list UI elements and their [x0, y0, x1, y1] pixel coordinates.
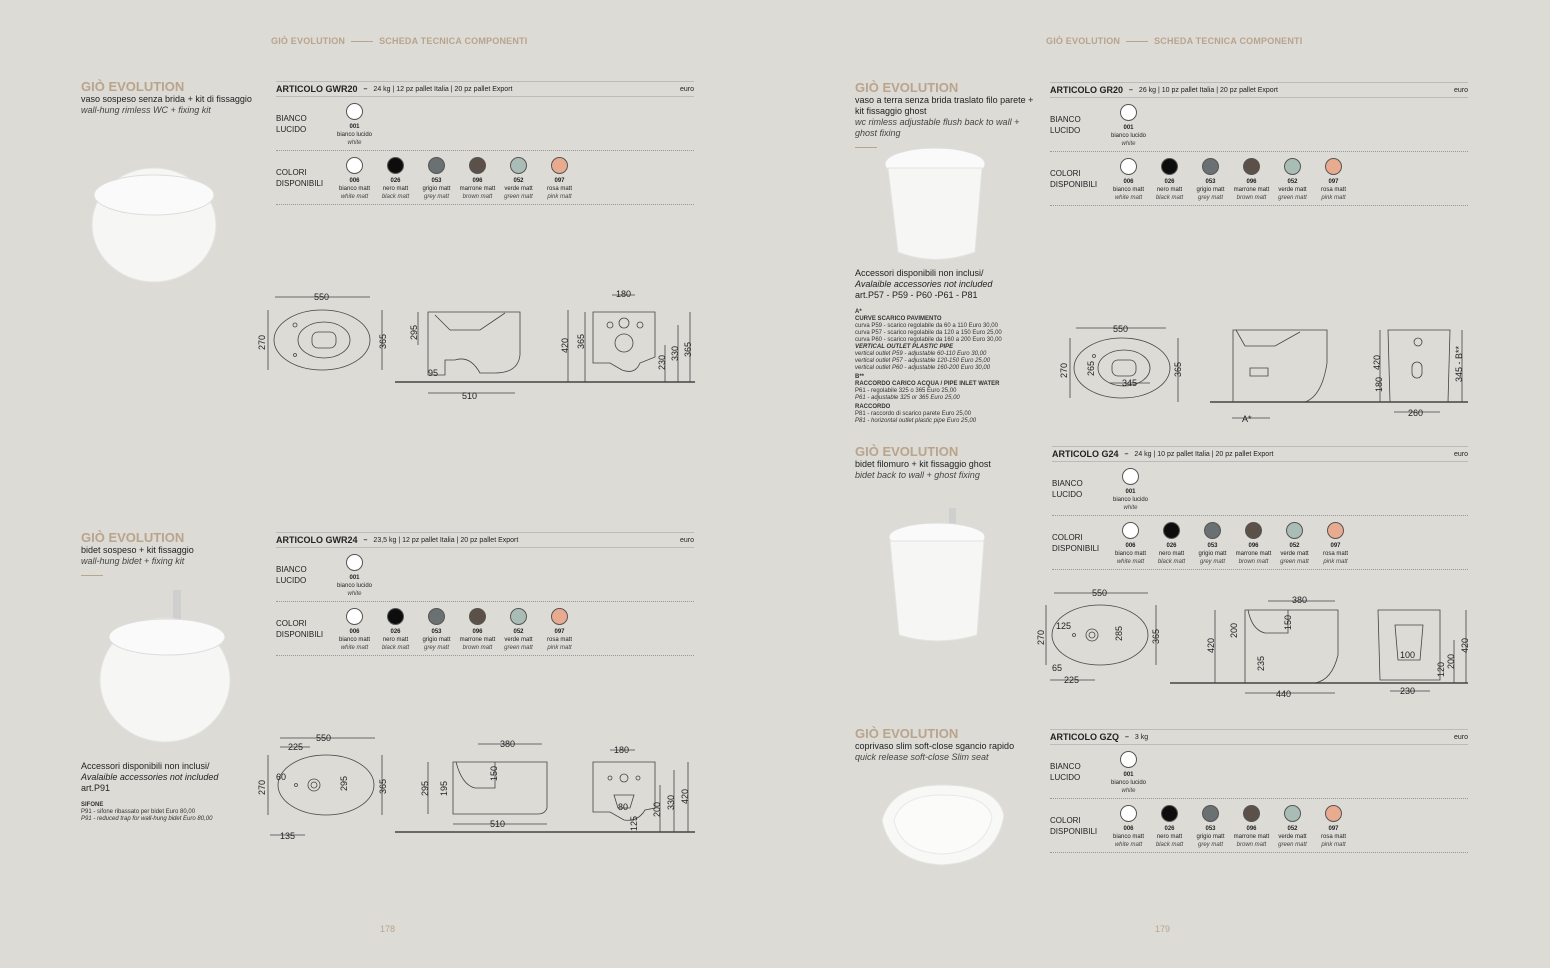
article-code: ARTICOLO G24 [1052, 449, 1119, 459]
svg-text:420: 420 [680, 788, 690, 804]
svg-text:125: 125 [629, 815, 639, 831]
white-row [276, 97, 694, 147]
swatch-096: 096 marrone matt brown matt [457, 157, 498, 201]
product-desc-it: vaso sospeso senza brida + kit di fissaggio [81, 94, 252, 104]
svg-text:550: 550 [1113, 324, 1129, 334]
swatch-006: 006 bianco matt white matt [1110, 522, 1151, 566]
bianco-label: BIANCO LUCIDO [276, 114, 307, 134]
product-block-gwr20 [81, 79, 271, 116]
svg-text:295: 295 [339, 775, 349, 791]
swatch-052: 052 verde matt green matt [1274, 522, 1315, 566]
svg-text:100: 100 [1400, 650, 1416, 660]
svg-text:180: 180 [616, 289, 632, 299]
product-title: GIÒ EVOLUTION [855, 80, 959, 95]
swatch-053: 053 grigio matt grey matt [416, 157, 457, 201]
swatch-026: 026 nero matt black matt [375, 608, 416, 652]
technical-drawing-gr20 [1040, 318, 1470, 430]
swatch-026: 026 nero matt black matt [1149, 805, 1190, 849]
product-desc-it: coprivaso slim soft-close sgancio rapido [855, 741, 1015, 751]
svg-text:65: 65 [1052, 663, 1063, 673]
euro-label: euro [679, 85, 694, 93]
svg-text:380: 380 [1292, 595, 1308, 605]
svg-text:270: 270 [1059, 362, 1069, 378]
svg-text:150: 150 [1283, 614, 1293, 630]
swatch-097: 097 rosa matt pink matt [1315, 522, 1356, 566]
page-number-right: 179 [1155, 924, 1171, 934]
svg-text:365: 365 [683, 341, 693, 357]
svg-text:330: 330 [670, 345, 680, 361]
svg-text:225: 225 [1064, 675, 1080, 685]
product-block-g24 [855, 444, 1035, 481]
svg-text:235: 235 [1256, 655, 1266, 671]
svg-text:295: 295 [420, 780, 430, 796]
svg-text:95: 95 [428, 368, 439, 378]
accessories-articles: art.P91 [81, 783, 111, 793]
accessories-title-en: Avalaible accessories not included [855, 279, 993, 289]
svg-text:265: 265 [1086, 360, 1096, 376]
pallet-info: 23,5 kg | 12 pz pallet Italia | 20 pz pallet Export [373, 536, 519, 544]
article-table-g24: ARTICOLO G24 – 24 kg | 10 pz pallet Italia | 20 pz pallet Export euro BIANCO LUCIDO 001 bianco lucido white COLORI DISPONIBILI 006 bianco matt white matt 026 nero matt black matt 053 grigio matt grey matt 096 marrone matt brown matt 052 verde matt green matt 097 rosa matt pink matt [1052, 446, 1468, 570]
product-desc-en: wall-hung rimless WC + fixing kit [81, 105, 211, 115]
pallet-info: 24 kg | 10 pz pallet Italia | 20 pz pallet Export [1134, 450, 1274, 458]
swatch-097: 097 rosa matt pink matt [1313, 158, 1354, 202]
technical-drawing-gwr24 [250, 730, 700, 845]
product-title: GIÒ EVOLUTION [81, 79, 185, 94]
product-desc-en: wall-hung bidet + fixing kit [81, 556, 185, 566]
svg-text:510: 510 [462, 391, 478, 401]
pallet-info: 24 kg | 12 pz pallet Italia | 20 pz pallet Export [373, 85, 513, 93]
svg-text:440: 440 [1276, 689, 1292, 699]
dash: – [363, 85, 368, 93]
dash: – [363, 536, 368, 544]
swatch-053: 053 grigio matt grey matt [1190, 805, 1231, 849]
euro-label: euro [1453, 733, 1468, 741]
article-header [276, 532, 694, 548]
running-header-left [271, 36, 527, 46]
svg-text:60: 60 [276, 772, 287, 782]
pallet-info: 26 kg | 10 pz pallet Italia | 20 pz pallet Export [1138, 86, 1278, 94]
floor-bidet-product-image [885, 505, 990, 650]
swatch-096: 096 marrone matt brown matt [1231, 158, 1272, 202]
swatch-052: 052 verde matt green matt [498, 157, 539, 201]
svg-text:420: 420 [1372, 354, 1382, 370]
svg-text:550: 550 [316, 733, 332, 743]
svg-text:230: 230 [1400, 686, 1416, 696]
accessories-title-it: Accessori disponibili non inclusi/ [855, 268, 984, 278]
euro-label: euro [679, 536, 694, 544]
colors-row [276, 151, 694, 201]
swatch-052: 052 verde matt green matt [1272, 158, 1313, 202]
accessories-gr20: Accessori disponibili non inclusi/ Avalaible accessories not included art.P57 - P59 - P60 -P61 - P81 A* CURVE SCARICO PAVIMENTO curva P59 - scarico regolabile da 60 a 110 Euro 30,00 curva P57 - scarico regolabile da 120 a 150 Euro 25,00 curva P60 - scarico regolabile da 160 a 200 Euro 30,00 VERTICAL OUTLET PLASTIC PIPE vertical outlet P59 - adjustable 60-110 Euro 30,00 vertical outlet P57 - adjustable 120-150 Euro 25,00 vertical outlet P60 - adjustable 160-200 Euro 30,00 B** RACCORDO CARICO ACQUA / PIPE INLET WATER P61 - regolabile 325 o 365 Euro 25,00 P61 - adjustable 325 or 365 Euro 25,00 RACCORDO P81 - raccordo di scarico parete Euro 25,00 P81 - horizontal outlet plastic pipe Euro 25,00 [855, 268, 1002, 424]
svg-text:365: 365 [1151, 628, 1161, 644]
svg-text:420: 420 [1206, 637, 1216, 653]
product-block-gzq [855, 726, 1035, 763]
dash: – [1129, 86, 1133, 94]
product-desc-en: wc rimless adjustable flush back to wall + ghost fixing [855, 117, 1020, 138]
svg-text:150: 150 [489, 765, 499, 781]
swatch-001: 001 bianco lucido white [334, 103, 375, 147]
svg-text:295: 295 [409, 324, 419, 340]
swatch-001: 001 bianco lucido white [1108, 104, 1149, 148]
svg-text:365: 365 [378, 778, 388, 794]
swatch-096: 096 marrone matt brown matt [1233, 522, 1274, 566]
article-header [276, 81, 694, 97]
technical-drawing-gwr20 [250, 285, 700, 405]
pallet-info: 3 kg [1134, 733, 1149, 741]
running-header-right [1046, 36, 1302, 46]
swatch-006: 006 bianco matt white matt [1108, 805, 1149, 849]
svg-text:260: 260 [1408, 408, 1424, 418]
article-code: ARTICOLO GZQ [1050, 732, 1119, 742]
swatch-097: 097 rosa matt pink matt [539, 608, 580, 652]
colori-label: COLORI DISPONIBILI [276, 168, 324, 188]
running-brand: GIÒ EVOLUTION [1046, 36, 1121, 46]
swatch-001: 001 bianco lucido white [1108, 751, 1149, 795]
article-table-gzq: ARTICOLO GZQ – 3 kg euro BIANCO LUCIDO 001 bianco lucido white COLORI DISPONIBILI 006 bianco matt white matt 026 nero matt black matt 053 grigio matt grey matt 096 marrone matt brown matt 052 verde matt green matt 097 rosa matt pink matt [1050, 729, 1468, 853]
swatch-026: 026 nero matt black matt [1151, 522, 1192, 566]
product-desc-it: bidet filomuro + kit fissaggio ghost [855, 459, 991, 469]
dash: – [1125, 733, 1129, 741]
swatch-006: 006 bianco matt white matt [334, 608, 375, 652]
svg-text:510: 510 [490, 819, 506, 829]
white-row: BIANCO LUCIDO 001 bianco lucido white [276, 548, 694, 598]
article-code: ARTICOLO GWR24 [276, 535, 358, 545]
svg-text:270: 270 [257, 779, 267, 795]
floor-wc-product-image [880, 142, 990, 267]
swatch-053: 053 grigio matt grey matt [1192, 522, 1233, 566]
technical-drawing-g24 [1030, 585, 1470, 703]
svg-text:180: 180 [1374, 376, 1384, 392]
swatch-096: 096 marrone matt brown matt [1231, 805, 1272, 849]
swatch-097: 097 rosa matt pink matt [1313, 805, 1354, 849]
svg-text:285: 285 [1114, 625, 1124, 641]
svg-text:550: 550 [314, 292, 330, 302]
swatch-053: 053 grigio matt grey matt [1190, 158, 1231, 202]
product-block-gwr24 [81, 530, 271, 576]
article-table-gwr24 [276, 532, 694, 656]
product-desc-it: bidet sospeso + kit fissaggio [81, 545, 194, 555]
product-desc-en: bidet back to wall + ghost fixing [855, 470, 980, 480]
product-desc-it: vaso a terra senza brida traslato filo parete + kit fissaggio ghost [855, 95, 1034, 116]
svg-text:120: 120 [1436, 661, 1446, 677]
svg-text:270: 270 [257, 334, 267, 350]
svg-text:80: 80 [618, 802, 629, 812]
swatch-053: 053 grigio matt grey matt [416, 608, 457, 652]
running-section: SCHEDA TECNICA COMPONENTI [1154, 36, 1303, 46]
running-brand: GIÒ EVOLUTION [271, 36, 346, 46]
svg-text:380: 380 [500, 739, 516, 749]
article-code: ARTICOLO GR20 [1050, 85, 1124, 95]
wc-product-image [88, 155, 223, 290]
accessories-title-en: Avalaible accessories not included [81, 772, 219, 782]
colors-row: COLORI DISPONIBILI 006 bianco matt white matt 026 nero matt black matt 053 grigio matt grey matt 096 marrone matt brown matt 052 verde matt green matt 097 rosa matt pink matt [276, 602, 694, 652]
swatch-001: 001 bianco lucido white [1110, 468, 1151, 512]
page-number-left: 178 [380, 924, 396, 934]
product-desc-en: quick release soft-close Slim seat [855, 752, 989, 762]
svg-text:420: 420 [560, 337, 570, 353]
svg-text:180: 180 [614, 745, 630, 755]
svg-text:195: 195 [439, 780, 449, 796]
euro-label: euro [1453, 450, 1468, 458]
article-code: ARTICOLO GWR20 [276, 84, 358, 94]
bidet-product-image [95, 585, 235, 750]
swatch-052: 052 verde matt green matt [1272, 805, 1313, 849]
svg-text:200: 200 [1446, 653, 1456, 669]
svg-text:135: 135 [280, 831, 296, 841]
swatch-097: 097 rosa matt pink matt [539, 157, 580, 201]
svg-text:270: 270 [1036, 629, 1046, 645]
svg-text:345: 345 [1122, 378, 1138, 388]
svg-text:200: 200 [652, 801, 662, 817]
swatch-052: 052 verde matt green matt [498, 608, 539, 652]
accessories-gwr24: Accessori disponibili non inclusi/ Avalaible accessories not included art.P91 SIFONE P91 - sifone ribassato per bidet Euro 80,00 P91 - reduced trap for wall-hung bidet Euro 80,00 [81, 761, 219, 822]
seat-product-image [872, 780, 1012, 870]
euro-label: euro [1453, 86, 1468, 94]
svg-text:420: 420 [1460, 637, 1470, 653]
product-title: GIÒ EVOLUTION [855, 726, 959, 741]
svg-text:365: 365 [576, 333, 586, 349]
svg-text:345 - B**: 345 - B** [1454, 345, 1464, 382]
product-title: GIÒ EVOLUTION [81, 530, 185, 545]
swatch-006: 006 bianco matt white matt [334, 157, 375, 201]
svg-text:550: 550 [1092, 588, 1108, 598]
swatch-001: 001 bianco lucido white [334, 554, 375, 598]
accessories-articles: art.P57 - P59 - P60 -P61 - P81 [855, 290, 978, 300]
running-section: SCHEDA TECNICA COMPONENTI [379, 36, 528, 46]
swatch-026: 026 nero matt black matt [375, 157, 416, 201]
article-table-gr20: ARTICOLO GR20 – 26 kg | 10 pz pallet Italia | 20 pz pallet Export euro BIANCO LUCIDO 001 bianco lucido white COLORI DISPONIBILI 006 bianco matt white matt 026 nero matt black matt 053 grigio matt grey matt 096 marrone matt brown matt 052 verde matt green matt 097 rosa matt pink matt [1050, 82, 1468, 206]
svg-text:200: 200 [1229, 622, 1239, 638]
svg-text:365: 365 [1173, 361, 1183, 377]
svg-text:A*: A* [1242, 414, 1252, 424]
dash: – [1124, 450, 1129, 458]
accessories-title-it: Accessori disponibili non inclusi/ [81, 761, 210, 771]
product-block-gr20 [855, 80, 1035, 148]
article-table-gwr20 [276, 81, 694, 205]
swatch-026: 026 nero matt black matt [1149, 158, 1190, 202]
svg-text:230: 230 [657, 354, 667, 370]
svg-text:125: 125 [1056, 621, 1072, 631]
swatch-006: 006 bianco matt white matt [1108, 158, 1149, 202]
product-title: GIÒ EVOLUTION [855, 444, 959, 459]
svg-text:365: 365 [378, 333, 388, 349]
swatch-096: 096 marrone matt brown matt [457, 608, 498, 652]
svg-text:225: 225 [288, 742, 304, 752]
svg-text:330: 330 [666, 794, 676, 810]
